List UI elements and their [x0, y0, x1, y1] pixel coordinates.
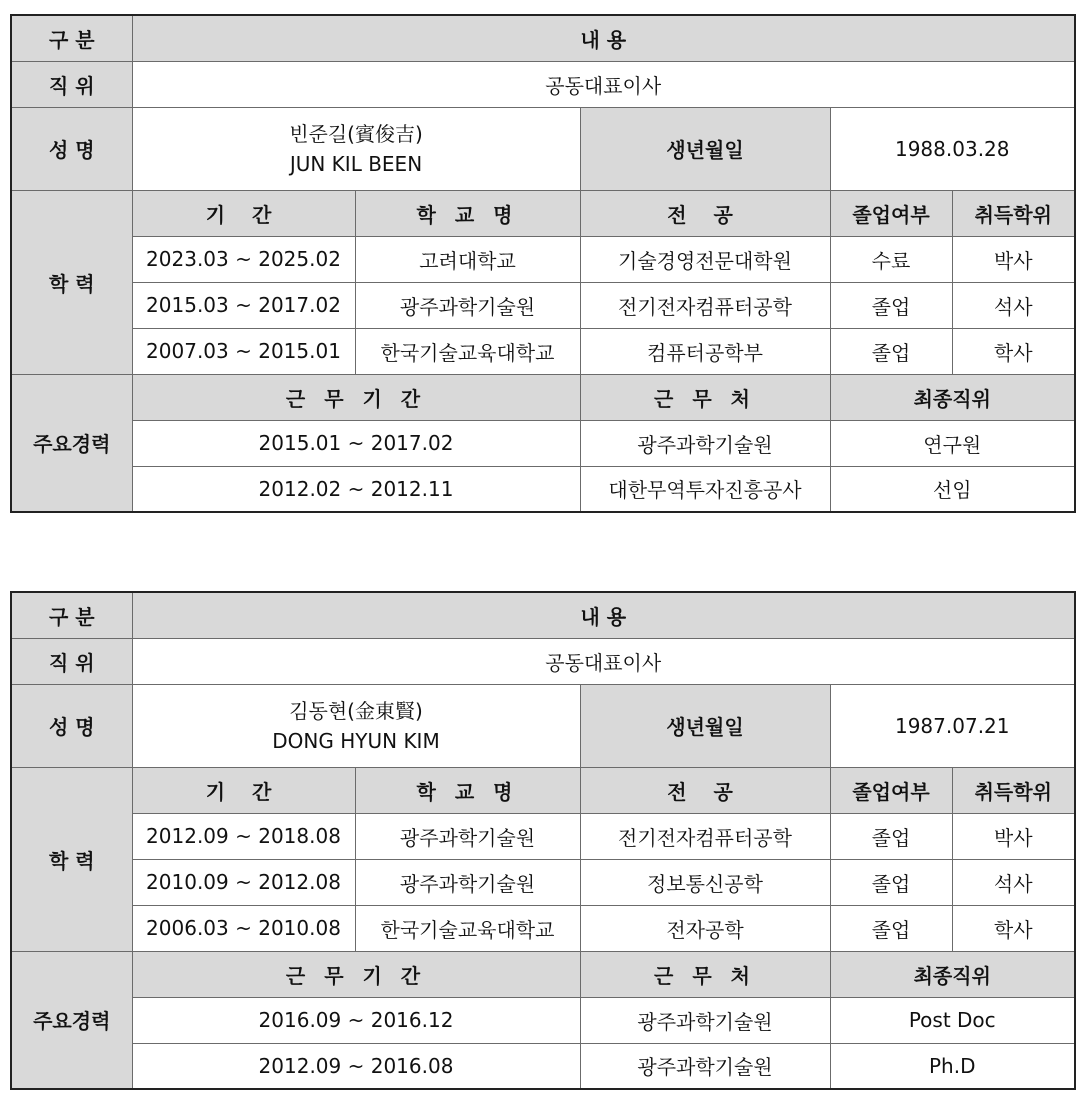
edu-degree: 석사 — [952, 282, 1075, 328]
career-position: 선임 — [830, 466, 1075, 512]
header-category: 구 분 — [11, 15, 132, 61]
edu-period: 2010.09 ~ 2012.08 — [132, 859, 355, 905]
career-workplace: 광주과학기술원 — [580, 420, 830, 466]
edu-major: 기술경영전문대학원 — [580, 236, 830, 282]
position-value: 공동대표이사 — [132, 638, 1075, 684]
header-content: 내 용 — [132, 15, 1075, 61]
label-birth: 생년월일 — [580, 684, 830, 767]
col-major: 전 공 — [580, 767, 830, 813]
col-major: 전 공 — [580, 190, 830, 236]
edu-degree: 석사 — [952, 859, 1075, 905]
edu-school: 고려대학교 — [355, 236, 580, 282]
birth-date: 1988.03.28 — [830, 107, 1075, 190]
profile-table-2 — [10, 591, 1076, 1090]
edu-status: 졸업 — [830, 859, 952, 905]
col-school: 학 교 명 — [355, 190, 580, 236]
position-value: 공동대표이사 — [132, 61, 1075, 107]
edu-school: 한국기술교육대학교 — [355, 328, 580, 374]
edu-degree: 박사 — [952, 813, 1075, 859]
edu-school: 광주과학기술원 — [355, 859, 580, 905]
edu-degree: 학사 — [952, 328, 1075, 374]
col-degree: 취득학위 — [952, 190, 1075, 236]
col-period: 기 간 — [132, 767, 355, 813]
edu-status: 졸업 — [830, 328, 952, 374]
edu-degree: 학사 — [952, 905, 1075, 951]
col-workplace: 근 무 처 — [580, 951, 830, 997]
col-graduation: 졸업여부 — [830, 767, 952, 813]
name-korean: 김동현(金東賢) — [289, 698, 423, 723]
edu-period: 2006.03 ~ 2010.08 — [132, 905, 355, 951]
education-row — [11, 236, 1075, 282]
education-row — [11, 905, 1075, 951]
col-school: 학 교 명 — [355, 767, 580, 813]
career-period: 2015.01 ~ 2017.02 — [132, 420, 580, 466]
education-row — [11, 282, 1075, 328]
career-workplace: 광주과학기술원 — [580, 1043, 830, 1089]
col-workplace: 근 무 처 — [580, 374, 830, 420]
col-degree: 취득학위 — [952, 767, 1075, 813]
col-final-position: 최종직위 — [830, 951, 1075, 997]
edu-period: 2012.09 ~ 2018.08 — [132, 813, 355, 859]
career-workplace: 광주과학기술원 — [580, 997, 830, 1043]
name-cell — [132, 107, 580, 190]
career-row — [11, 1043, 1075, 1089]
edu-status: 졸업 — [830, 282, 952, 328]
header-content: 내 용 — [132, 592, 1075, 638]
career-position: Post Doc — [830, 997, 1075, 1043]
col-work-period: 근 무 기 간 — [132, 951, 580, 997]
edu-degree: 박사 — [952, 236, 1075, 282]
label-name: 성 명 — [11, 107, 132, 190]
edu-period: 2023.03 ~ 2025.02 — [132, 236, 355, 282]
name-cell — [132, 684, 580, 767]
label-name: 성 명 — [11, 684, 132, 767]
label-education: 학 력 — [11, 190, 132, 374]
education-row — [11, 859, 1075, 905]
edu-period: 2007.03 ~ 2015.01 — [132, 328, 355, 374]
profile-table-1 — [10, 14, 1076, 513]
career-row — [11, 466, 1075, 512]
education-row — [11, 813, 1075, 859]
label-birth: 생년월일 — [580, 107, 830, 190]
col-final-position: 최종직위 — [830, 374, 1075, 420]
edu-major: 전자공학 — [580, 905, 830, 951]
career-workplace: 대한무역투자진흥공사 — [580, 466, 830, 512]
col-period: 기 간 — [132, 190, 355, 236]
career-position: 연구원 — [830, 420, 1075, 466]
label-education: 학 력 — [11, 767, 132, 951]
edu-status: 수료 — [830, 236, 952, 282]
name-english: JUN KIL BEEN — [289, 151, 423, 176]
birth-date: 1987.07.21 — [830, 684, 1075, 767]
label-career: 주요경력 — [11, 951, 132, 1089]
name-english: DONG HYUN KIM — [272, 728, 440, 753]
col-graduation: 졸업여부 — [830, 190, 952, 236]
edu-status: 졸업 — [830, 813, 952, 859]
career-period: 2012.09 ~ 2016.08 — [132, 1043, 580, 1089]
career-row — [11, 420, 1075, 466]
col-work-period: 근 무 기 간 — [132, 374, 580, 420]
header-category: 구 분 — [11, 592, 132, 638]
edu-status: 졸업 — [830, 905, 952, 951]
edu-school: 한국기술교육대학교 — [355, 905, 580, 951]
label-position: 직 위 — [11, 638, 132, 684]
education-row — [11, 328, 1075, 374]
career-position: Ph.D — [830, 1043, 1075, 1089]
career-period: 2012.02 ~ 2012.11 — [132, 466, 580, 512]
edu-period: 2015.03 ~ 2017.02 — [132, 282, 355, 328]
edu-major: 컴퓨터공학부 — [580, 328, 830, 374]
edu-major: 정보통신공학 — [580, 859, 830, 905]
label-career: 주요경력 — [11, 374, 132, 512]
edu-school: 광주과학기술원 — [355, 282, 580, 328]
edu-major: 전기전자컴퓨터공학 — [580, 813, 830, 859]
label-position: 직 위 — [11, 61, 132, 107]
edu-school: 광주과학기술원 — [355, 813, 580, 859]
edu-major: 전기전자컴퓨터공학 — [580, 282, 830, 328]
name-korean: 빈준길(賓俊吉) — [289, 121, 423, 146]
career-period: 2016.09 ~ 2016.12 — [132, 997, 580, 1043]
career-row — [11, 997, 1075, 1043]
